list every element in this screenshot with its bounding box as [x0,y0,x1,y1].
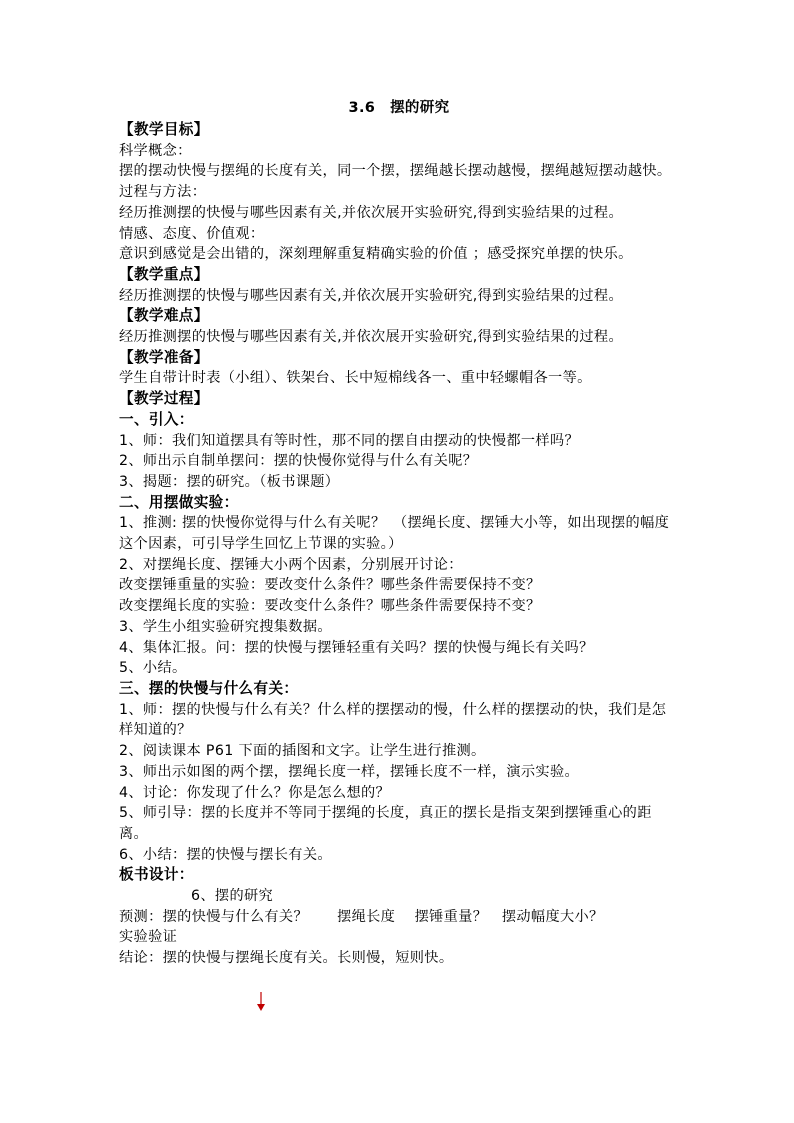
preparation-text: 学生自带计时表（小组）、铁架台、长中短棉线各一、重中轻螺帽各一等。 [119,370,592,387]
section-factors-heading: 三、摆的快慢与什么有关： [119,679,299,697]
page-title: 3.6 摆的研究 [348,100,450,116]
board-heading: 板书设计： [119,866,194,884]
attitude-label: 情感、态度、价值观： [119,225,265,242]
list-item: 3、学生小组实验研究搜集数据。 [119,618,332,635]
list-item: 5、小结。 [119,660,187,677]
process-label: 过程与方法： [119,184,207,201]
board-verify: 实验验证 [119,929,178,946]
concept-text: 摆的摆动快慢与摆绳的长度有关，同一个摆，摆绳越长摆动越慢，摆绳越短摆动越快。 [119,163,672,180]
difficulties-text: 经历推测摆的快慢与哪些因素有关,并依次展开实验研究,得到实验结果的过程。 [119,329,623,346]
list-item: 1、推测: 摆的快慢你觉得与什么有关呢？ （摆绳长度、摆锤大小等，如出现摆的幅度这个因素，可引导学生回忆上节课的实验。） [119,515,670,553]
list-item: 2、对摆绳长度、摆锤大小两个因素，分别展开讨论： [119,556,463,573]
difficulties-heading: 【教学难点】 [119,307,209,325]
list-item: 1、师：摆的快慢与什么有关？什么样的摆摆动的慢，什么样的摆摆动的快，我们是怎样知道的？ [119,701,667,739]
section-intro-heading: 一、引入： [119,410,194,428]
list-item: 2、阅读课本 P61 下面的插图和文字。让学生进行推测。 [119,743,486,760]
concept-label: 科学概念： [119,142,192,159]
list-item: 4、讨论：你发现了什么？你是怎么想的？ [119,784,391,801]
preparation-heading: 【教学准备】 [119,348,209,366]
list-item: 6、小结：摆的快慢与摆长有关。 [119,846,332,863]
board-conclusion: 结论：摆的快慢与摆绳长度有关。长则慢，短则快。 [119,950,454,967]
key-points-heading: 【教学重点】 [119,265,209,283]
list-item: 3、师出示如图的两个摆，摆绳长度一样，摆锤长度不一样，演示实验。 [119,763,580,780]
section-experiment-heading: 二、用摆做实验： [119,493,239,511]
attitude-text: 意识到感觉是会出错的，深刻理解重复精确实验的价值 ；感受探究单摆的快乐。 [119,246,633,263]
list-item: 4、集体汇报。问：摆的快慢与摆锤轻重有关吗？摆的快慢与绳长有关吗？ [119,639,594,656]
list-item: 改变摆绳长度的实验：要改变什么条件？哪些条件需要保持不变？ [119,598,541,615]
board-title: 6、摆的研究 [191,888,274,905]
arrow-down-icon [256,992,266,1012]
key-points-text: 经历推测摆的快慢与哪些因素有关,并依次展开实验研究,得到实验结果的过程。 [119,287,623,304]
list-item: 改变摆锤重量的实验：要改变什么条件？哪些条件需要保持不变？ [119,577,541,594]
process-heading: 【教学过程】 [119,390,209,408]
list-item: 3、揭题：摆的研究。（板书课题） [119,473,340,490]
objectives-heading: 【教学目标】 [119,121,209,138]
list-item: 5、师引导：摆的长度并不等同于摆绳的长度，真正的摆长是指支架到摆锤重心的距离。 [119,805,652,842]
list-item: 2、师出示自制单摆问：摆的快慢你觉得与什么有关呢？ [119,453,478,470]
list-item: 1、师：我们知道摆具有等时性，那不同的摆自由摆动的快慢都一样吗？ [119,432,580,449]
process-text: 经历推测摆的快慢与哪些因素有关,并依次展开实验研究,得到实验结果的过程。 [119,204,623,221]
board-prediction: 预测：摆的快慢与什么有关？ 摆绳长度 摆锤重量？ 摆动幅度大小？ [119,908,604,925]
lesson-plan [119,96,679,969]
